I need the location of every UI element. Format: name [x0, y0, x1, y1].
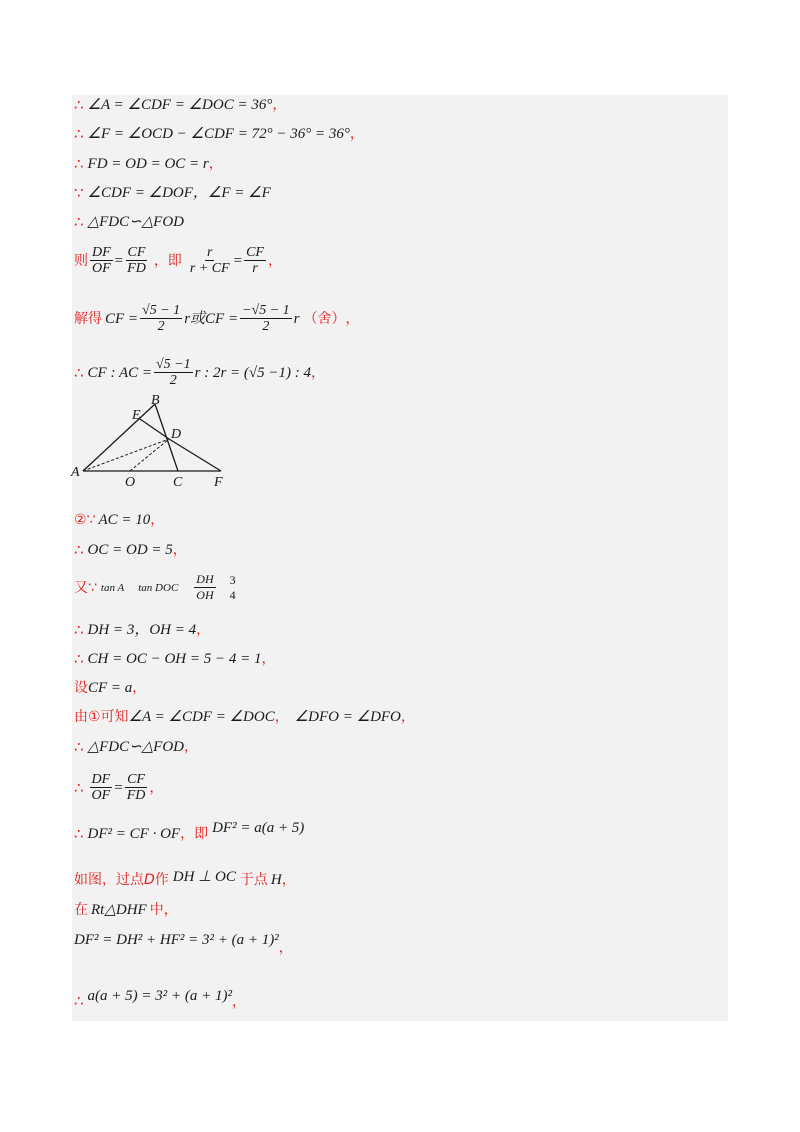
- line-15: [74, 708, 415, 726]
- numerator: √5 − 1: [142, 303, 181, 318]
- line-17: [74, 772, 163, 803]
- punct: ，: [400, 709, 415, 725]
- punct: ，: [172, 542, 187, 558]
- math-expr: CF =: [205, 310, 239, 327]
- line-22: [74, 987, 247, 1010]
- denominator: 4: [229, 587, 236, 602]
- math-expr: OC = OD = 5: [87, 542, 173, 558]
- line-3: [74, 155, 223, 173]
- text: 于点: [239, 872, 268, 888]
- denominator: r: [252, 261, 258, 276]
- numerator: −√5 − 1: [242, 303, 290, 318]
- equals: =: [114, 252, 124, 269]
- punct: ，: [232, 994, 247, 1010]
- line-20: [74, 901, 178, 919]
- equals: =: [233, 252, 243, 269]
- label-D: D: [171, 427, 182, 442]
- punct: ，: [261, 651, 276, 667]
- fraction: [188, 245, 232, 276]
- numerator: √5 −1: [155, 357, 191, 372]
- math-expr: CF =: [105, 310, 139, 327]
- fraction: [125, 772, 148, 803]
- math-expr: r或: [184, 310, 206, 327]
- line-9: [74, 511, 164, 529]
- because-symbol: ∵: [74, 184, 84, 202]
- text: 解得: [74, 310, 102, 327]
- therefore-symbol: ∴: [74, 650, 84, 668]
- math-expr: a(a + 5) = 3² + (a + 1)²: [87, 988, 233, 1004]
- punct: ，: [196, 622, 211, 638]
- numerator: CF: [127, 245, 146, 260]
- denominator: FD: [127, 261, 146, 276]
- punct: ，: [208, 156, 223, 172]
- text: 由①可知: [74, 709, 129, 725]
- therefore-symbol: ∴: [74, 96, 84, 114]
- line-2: [74, 125, 364, 143]
- math-expr: △FDC∽△FOD: [87, 739, 185, 755]
- line-12: [74, 621, 210, 639]
- punct: ，: [150, 512, 165, 528]
- dashed-AD: [83, 439, 169, 471]
- label-F: F: [214, 475, 223, 490]
- line-18: [74, 820, 305, 843]
- line-6: [74, 245, 282, 276]
- fraction: [244, 245, 266, 276]
- geometry-figure: [70, 392, 240, 492]
- line-21: [74, 931, 293, 956]
- math-expr: FD = OD = OC = r: [87, 156, 209, 172]
- fraction: [90, 772, 113, 803]
- line-16: [74, 738, 198, 756]
- denominator: 2: [157, 319, 165, 334]
- punct: ，: [278, 940, 293, 956]
- numerator: r: [206, 245, 213, 260]
- math-expr: ∠DFO = ∠DFO: [294, 709, 401, 725]
- line-7: [74, 303, 360, 334]
- line-4: [74, 184, 271, 202]
- math-expr: ∠A = ∠CDF = ∠DOC: [128, 709, 275, 725]
- therefore-symbol: ∴: [74, 125, 84, 143]
- math-expr: r: [293, 310, 300, 327]
- fraction: [228, 573, 238, 603]
- math-expr: ∠F = ∠OCD − ∠CDF = 72° − 36° = 36°: [87, 126, 350, 142]
- math-expr: tan A: [100, 581, 125, 594]
- text: 设: [74, 680, 88, 696]
- line-8: [74, 357, 325, 388]
- therefore-symbol: ∴: [74, 738, 84, 756]
- fraction: [240, 303, 292, 334]
- math-expr: H: [270, 872, 282, 888]
- punct: ，: [267, 252, 282, 269]
- punct: ，: [149, 779, 164, 796]
- math-expr: CH = OC − OH = 5 − 4 = 1: [87, 651, 262, 667]
- therefore-symbol: ∴: [74, 155, 84, 173]
- equals: =: [114, 779, 123, 796]
- dashed-OD: [130, 439, 169, 471]
- denominator: OF: [91, 788, 111, 803]
- line-5: [74, 213, 184, 231]
- punct: ，: [345, 310, 360, 327]
- math-expr: CF : AC =: [87, 364, 152, 381]
- math-expr: CF = a: [88, 680, 133, 696]
- line-10: [74, 541, 187, 559]
- punct: ，: [281, 872, 296, 888]
- fraction: [90, 245, 113, 276]
- text: 又∵: [74, 579, 97, 596]
- denominator: 2: [262, 319, 270, 334]
- therefore-symbol: ∴: [74, 363, 84, 382]
- label-C: C: [173, 475, 183, 490]
- therefore-symbol: ∴: [74, 778, 84, 797]
- denominator: r + CF: [189, 261, 230, 276]
- text: ②∵: [74, 512, 96, 528]
- therefore-symbol: ∴: [74, 825, 84, 843]
- punct: ，: [349, 126, 364, 142]
- line-13: [74, 650, 276, 668]
- numerator: DH: [196, 572, 214, 586]
- numerator: CF: [246, 245, 264, 260]
- math-expr: DF² = CF · OF: [87, 826, 181, 842]
- numerator: DF: [92, 245, 111, 260]
- therefore-symbol: ∴: [74, 541, 84, 559]
- line-14: [74, 679, 146, 697]
- text: 作: [154, 872, 169, 888]
- math-expr: tan DOC: [138, 581, 179, 594]
- text: D: [144, 872, 155, 888]
- text: （舍）: [303, 310, 346, 327]
- denominator: OH: [196, 588, 214, 602]
- denominator: FD: [126, 788, 146, 803]
- text: 中，: [149, 902, 178, 918]
- math-expr: r : 2r = (√5 −1) : 4: [194, 364, 312, 381]
- punct: ，: [132, 680, 147, 696]
- fraction: [194, 572, 215, 603]
- label-B: B: [151, 393, 160, 408]
- numerator: DF: [91, 772, 111, 787]
- therefore-symbol: ∴: [74, 621, 84, 639]
- math-expr: DH ⊥ OC: [172, 869, 236, 885]
- text: 在: [74, 902, 88, 918]
- math-expr: △FDC∽△FOD: [87, 214, 185, 230]
- fraction: [154, 357, 193, 388]
- punct: ，: [311, 364, 326, 381]
- punct: ，: [274, 709, 289, 725]
- numerator: CF: [127, 772, 145, 787]
- text: 则: [74, 252, 88, 269]
- fraction: [140, 303, 182, 334]
- math-expr: ∠CDF = ∠DOF，∠F = ∠F: [87, 185, 271, 201]
- label-O: O: [125, 475, 136, 490]
- fraction: [125, 245, 148, 276]
- denominator: 2: [169, 373, 177, 388]
- math-expr: Rt△DHF: [91, 902, 147, 918]
- math-expr: AC = 10: [98, 512, 151, 528]
- punct: ，: [184, 739, 199, 755]
- text: 如图，过点: [74, 872, 144, 888]
- segment-ED: [140, 419, 169, 439]
- label-E: E: [132, 408, 141, 423]
- math-expr: DH = 3，OH = 4: [87, 622, 197, 638]
- line-19: [74, 871, 296, 889]
- text: ，即: [180, 826, 209, 842]
- therefore-symbol: ∴: [74, 992, 84, 1010]
- line-1: [74, 96, 286, 114]
- text: ，即: [153, 252, 182, 269]
- label-A: A: [71, 465, 80, 480]
- line-11: [74, 572, 240, 603]
- therefore-symbol: ∴: [74, 213, 84, 231]
- numerator: 3: [229, 572, 236, 587]
- punct: ，: [272, 97, 287, 113]
- denominator: OF: [92, 261, 111, 276]
- math-expr: DF² = a(a + 5): [212, 820, 305, 836]
- math-expr: DF² = DH² + HF² = 3² + (a + 1)²: [74, 932, 279, 948]
- segment-AB: [83, 404, 155, 471]
- math-expr: ∠A = ∠CDF = ∠DOC = 36°: [87, 97, 273, 113]
